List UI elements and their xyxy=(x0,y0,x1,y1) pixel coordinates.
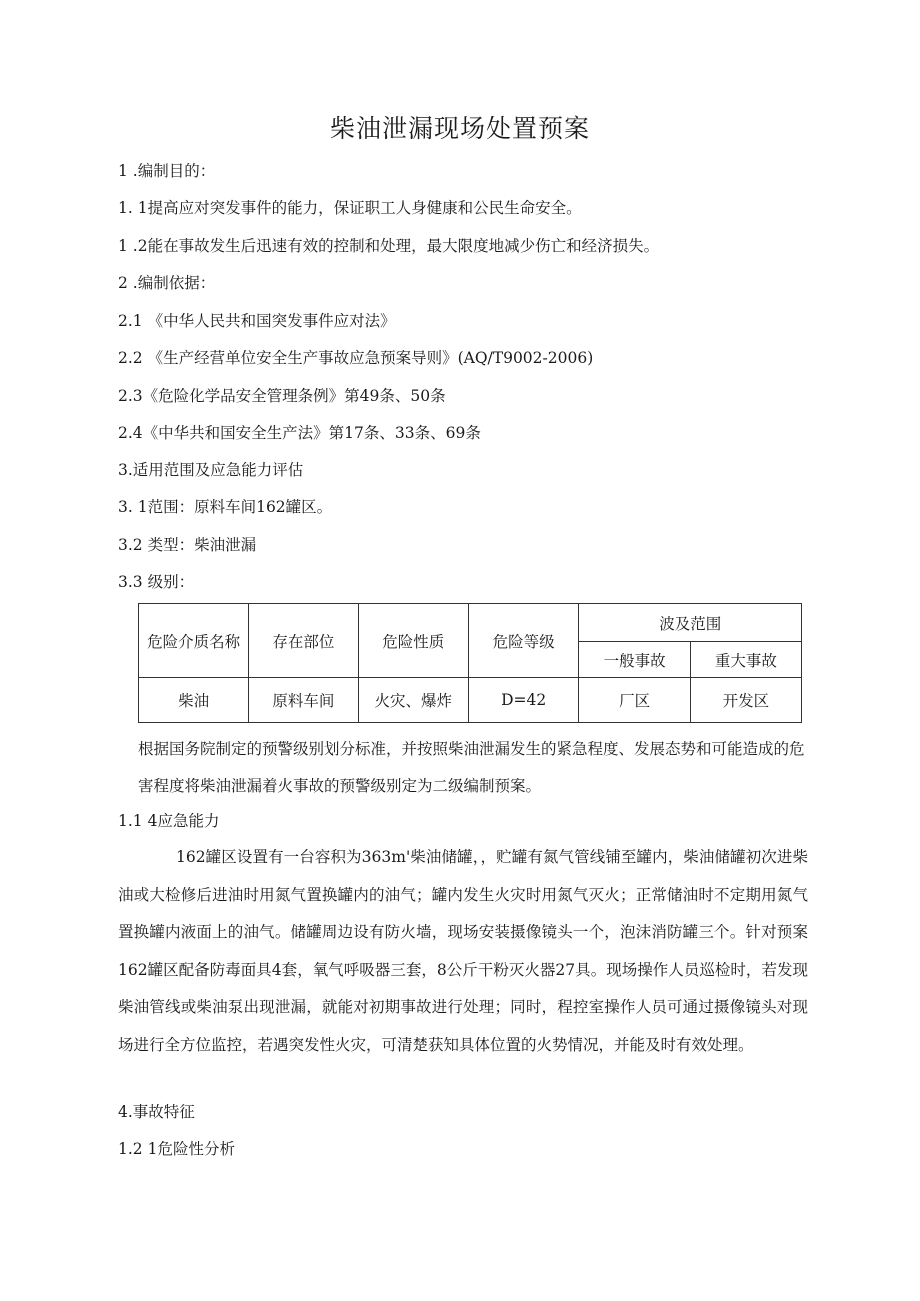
capability-paragraph: 162罐区设置有一台容积为363m'柴油储罐，，贮罐有氮气管线铺至罐内，柴油储罐初次进柴油或大检修后进油时用氮气置换罐内的油气；罐内发生火灾时用氮气灭火；正常储油时不定期用氮气置换罐内液面上的油气。储罐周边设有防火墙，现场安装摄像镜头一个，泡沫消防罐三个。针对预案162罐区配备防毒面具4套，氧气呼吸器三套，8公斤干粉灭火器27具。现场操作人员巡检时，若发现柴油管线或柴油泵出现泄漏，就能对初期事故进行处理；同时，程控室操作人员可通过摄像镜头对现场进行全方位监控，若遇突发性火灾，可清楚获知具体位置的火势情况，并能及时有效处理。 xyxy=(118,848,808,1054)
table-header-row xyxy=(139,604,802,642)
item-1-1: 1. 1提高应对突发事件的能力，保证职工人身健康和公民生命安全。 xyxy=(118,199,582,217)
heading-hazard-analysis: 1.2 1危险性分析 xyxy=(118,1140,235,1158)
item-2-3: 2.3《危险化学品安全管理条例》第49条、50条 xyxy=(118,387,446,405)
warning-level-note: 根据国务院制定的预警级别划分标准，并按照柴油泄漏发生的紧急程度、发展态势和可能造成的危害程度将柴油泄漏着火事故的预警级别定为二级编制预案。 xyxy=(138,740,805,795)
item-2-4: 2.4《中华共和国安全生产法》第17条、33条、69条 xyxy=(118,424,481,442)
table-subheader-cell: 重大事故 xyxy=(690,642,801,678)
table-cell: 厂区 xyxy=(579,678,690,723)
table-cell: 柴油 xyxy=(139,678,249,723)
table-cell: 原料车间 xyxy=(249,678,358,723)
heading-purpose: 1 .编制目的： xyxy=(118,162,216,180)
table-header-cell: 危险等级 xyxy=(468,604,579,678)
item-1-2: 1 .2能在事故发生后迅速有效的控制和处理，最大限度地减少伤亡和经济损失。 xyxy=(118,237,660,255)
table-header-cell: 存在部位 xyxy=(249,604,358,678)
item-2-2: 2.2 《生产经营单位安全生产事故应急预案导则》(AQ/T9002-2006) xyxy=(118,349,594,367)
item-3-2: 3.2 类型：柴油泄漏 xyxy=(118,536,257,554)
table-row xyxy=(139,678,802,723)
table-header-cell: 波及范围 xyxy=(579,604,802,642)
heading-basis: 2 .编制依据： xyxy=(118,274,216,292)
heading-accident-features: 4.事故特征 xyxy=(118,1103,195,1121)
table-header-cell: 危险介质名称 xyxy=(139,604,249,678)
table-cell: D=42 xyxy=(468,678,579,723)
grade-table xyxy=(138,603,802,723)
table-subheader-cell: 一般事故 xyxy=(579,642,690,678)
heading-capability: 1.1 4应急能力 xyxy=(118,812,220,830)
heading-scope: 3.适用范围及应急能力评估 xyxy=(118,461,304,479)
item-2-1: 2.1 《中华人民共和国突发事件应对法》 xyxy=(118,312,396,330)
table-cell: 开发区 xyxy=(690,678,801,723)
item-3-1: 3. 1范围：原料车间162罐区。 xyxy=(118,498,333,516)
item-3-3: 3.3 级别： xyxy=(118,573,195,591)
table-cell: 火灾、爆炸 xyxy=(358,678,468,723)
table-header-cell: 危险性质 xyxy=(358,604,468,678)
document-title: 柴油泄漏现场处置预案 xyxy=(329,114,590,143)
